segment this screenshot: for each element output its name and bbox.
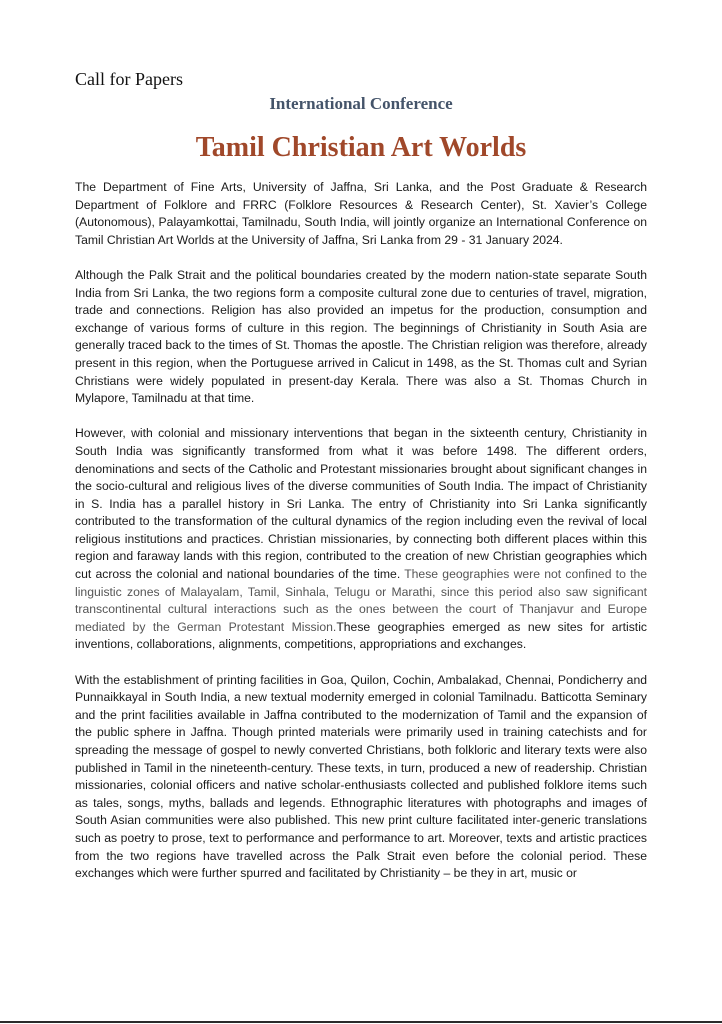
paragraph-colonial-part-c: These geographies emerged as new sites for artistic inventions, collaborations, alignments, competitions, appropriations and exchanges. xyxy=(75,619,647,652)
paragraph-colonial xyxy=(75,425,647,654)
paragraph-intro: The Department of Fine Arts, University of Jaffna, Sri Lanka, and the Post Graduate & Research Department of Folklore and FRRC (Folklore Resources & Research Center), St. Xavier’s College (Autonomous), Palayamkottai, Tamilnadu, South India, will jointly organize an International Conference on Tamil Christian Art Worlds at the University of Jaffna, Sri Lanka from 29 - 31 January 2024. xyxy=(75,180,647,247)
paragraph-print: With the establishment of printing facilities in Goa, Quilon, Cochin, Ambalakad, Chennai, Pondicherry and Punnaikkayal in South India, a new textual modernity emerged in colonial Tamilnadu. Batticotta Seminary and the print facilities available in Jaffna contributed to the modernization of Tamil and the expansion of the public sphere in Jaffna. Though printed materials were primarily used in training catechists and for spreading the message of gospel to newly converted Christians, both folkloric and literary texts were also published in Tamil in the nineteenth-century. These texts, in turn, produced a new of readership. Christian missionaries, colonial officers and native scholar-enthusiasts collected and published folklore items such as tales, songs, myths, ballads and legends. Ethnographic literatures with photographs and images of South Asian communities were also published. This new print culture facilitated inter-generic translations such as poetry to prose, text to performance and performance to art. Moreover, texts and artistic practices from the two regions have travelled across the Palk Strait even before the colonial period. These exchanges which were further spurred and facilitated by Christianity – be they in art, music or xyxy=(75,672,647,881)
paragraph-colonial-part-a: However, with colonial and missionary interventions that began in the sixteenth century, Christianity in South India was significantly transformed from what it was before 1498. The different orders, denominations and sects of the Catholic and Protestant missionaries brought about significant changes in the socio-cultural and religious lives of the diverse communities of South India. The impact of Christianity in S. India has a parallel history in Sri Lanka. The entry of Christianity into Sri Lanka significantly contributed to the transformation of the cultural dynamics of the region including even the revival of local religious institutions and practices. Christian missionaries, by connecting both different places within this region and faraway lands with this region, contributed to the creation of new Christian geographies which cut across the colonial and national boundaries of the time. xyxy=(75,426,647,582)
page-bottom-rule xyxy=(0,1021,722,1023)
call-for-papers-label: Call for Papers xyxy=(75,69,183,89)
body-text xyxy=(75,179,647,883)
conference-title: Tamil Christian Art Worlds xyxy=(195,132,527,163)
paragraph-colonial-part-b: These geographies were not confined to the linguistic zones of Malayalam, Tamil, Sinhala, Telugu or Marathi, since this period also saw significant transcontinental cultural interactions such as the ones between the court of Thanjavur and Europe mediated by the German Protestant Mission. xyxy=(75,567,648,634)
conference-subtitle: International Conference xyxy=(269,94,453,113)
paragraph-history: Although the Palk Strait and the political boundaries created by the modern nation-state separate South India from Sri Lanka, the two regions form a composite cultural zone due to centuries of travel, migration, trade and connections. Religion has also provided an impetus for the production, consumption and exchange of various forms of culture in this region. The beginnings of Christianity in South Asia are generally traced back to the times of St. Thomas the apostle. The Christian religion was therefore, already present in this region, when the Portuguese arrived in Calicut in 1498, as the St. Thomas cult and Syrian Christians were widely populated in present-day Kerala. There was also a St. Thomas Church in Mylapore, Tamilnadu at that time. xyxy=(75,267,647,406)
